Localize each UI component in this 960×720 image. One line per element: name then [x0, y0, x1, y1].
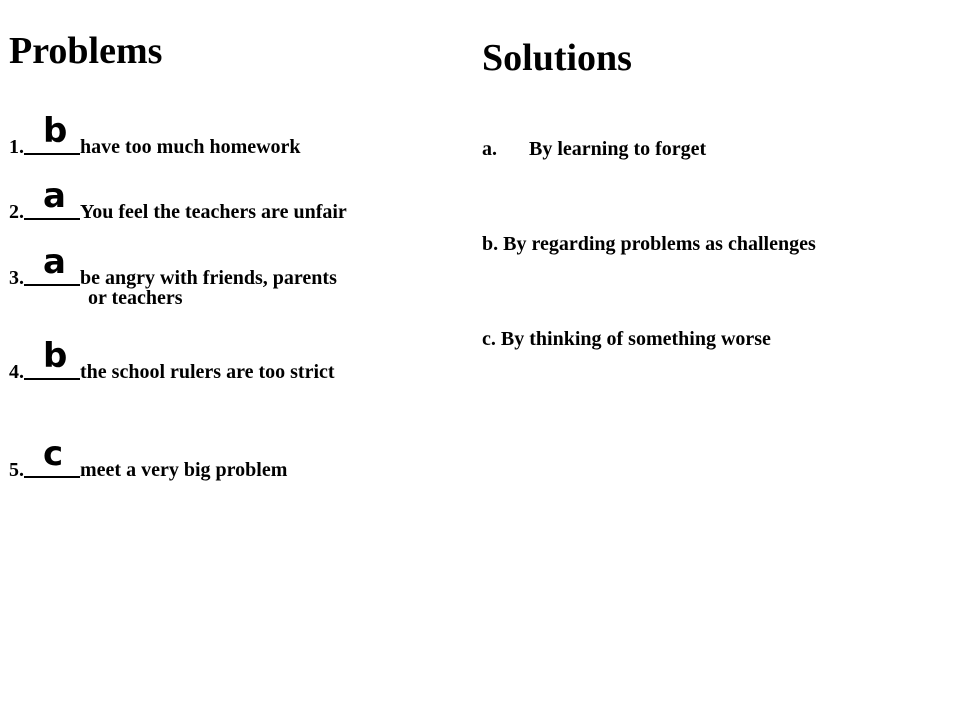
problem-text: have too much homework — [80, 136, 301, 158]
problem-number: 3. — [9, 267, 24, 289]
answer-blank — [24, 336, 80, 380]
problem-number: 4. — [9, 361, 24, 383]
answer-blank — [24, 434, 80, 478]
answer-letter: b — [43, 111, 68, 151]
problem-text: You feel the teachers are unfair — [80, 201, 347, 223]
problem-item-4 — [9, 336, 335, 383]
problem-text: the school rulers are too strict — [80, 361, 335, 383]
answer-letter: b — [43, 336, 68, 376]
problem-item-2 — [9, 176, 347, 223]
problem-number: 5. — [9, 459, 24, 481]
solution-text: By regarding problems as challenges — [503, 233, 816, 255]
problem-item-1 — [9, 111, 301, 158]
problems-title: Problems — [9, 30, 163, 72]
answer-letter: a — [43, 242, 66, 282]
answer-blank — [24, 176, 80, 220]
solutions-title: Solutions — [482, 37, 632, 79]
answer-letter: a — [43, 176, 66, 216]
solution-item-b — [482, 234, 816, 254]
problem-item-3 — [9, 242, 337, 309]
problem-text: be angry with friends, parents — [80, 267, 337, 289]
problem-item-5 — [9, 434, 288, 481]
problem-number: 2. — [9, 201, 24, 223]
solution-item-a — [482, 139, 706, 159]
answer-blank — [24, 242, 80, 286]
solution-text: By thinking of something worse — [500, 328, 771, 350]
solution-item-c — [482, 329, 771, 349]
solution-label: c. — [482, 328, 496, 350]
problem-text: meet a very big problem — [80, 459, 288, 481]
solution-text: By learning to forget — [529, 138, 707, 160]
solution-label: b. — [482, 233, 499, 255]
answer-letter: c — [43, 434, 64, 474]
problem-number: 1. — [9, 136, 24, 158]
answer-blank — [24, 111, 80, 155]
solution-label: a. — [482, 138, 497, 160]
problem-text-continuation: or teachers — [88, 287, 183, 309]
